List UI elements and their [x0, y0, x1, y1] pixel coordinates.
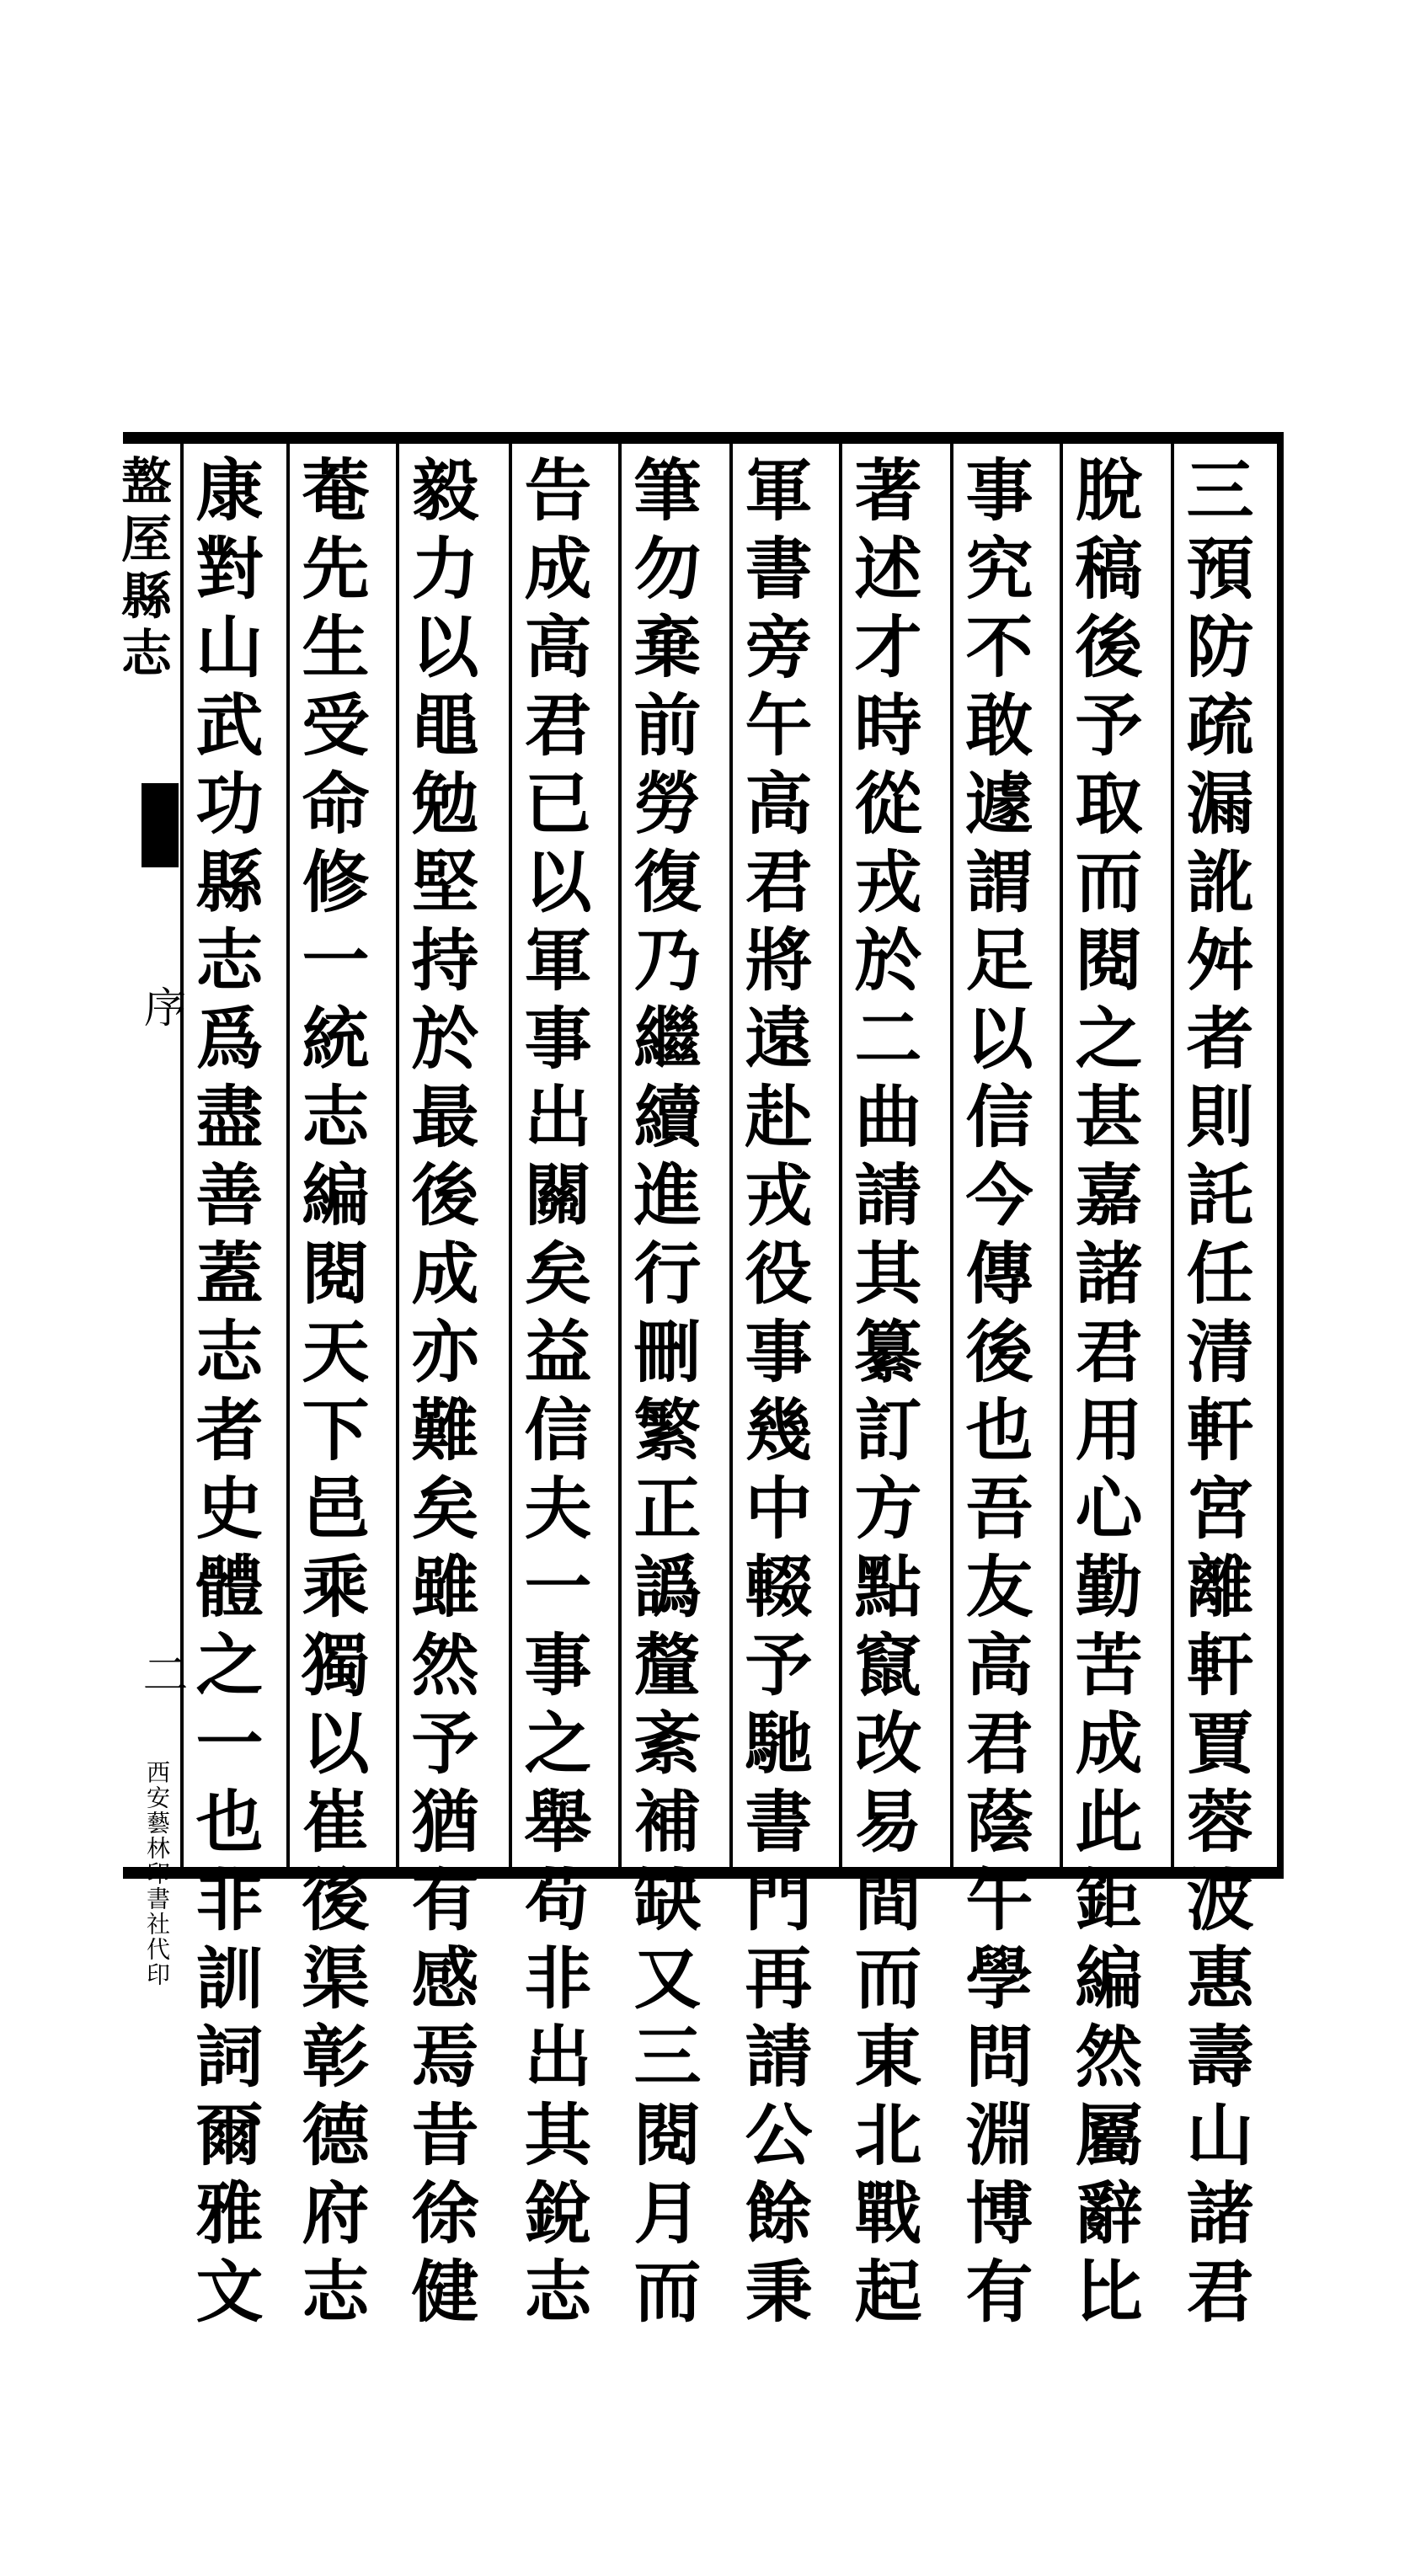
- text-column-8: 毅力以黽勉堅持於最後成亦難矣雖然予猶有感焉昔徐健: [400, 455, 479, 2334]
- section-label: 序: [137, 985, 186, 1027]
- column-divider: [1060, 438, 1063, 1873]
- book-title: 盩厔縣志: [113, 455, 172, 684]
- text-column-2: 脫稿後予取而閱之甚嘉諸君用心勤苦成此鉅編然屬辭比: [1064, 455, 1143, 2334]
- text-column-9: 菴先生受命修一統志編閱天下邑乘獨以崔後渠彰德府志: [291, 455, 370, 2334]
- column-divider: [509, 438, 512, 1873]
- text-column-4: 著述才時從戎於二曲請其纂訂方點竄改易間而東北戰起: [843, 455, 922, 2334]
- printer-credit: 西安藝林印書社代印: [143, 1760, 171, 1987]
- text-column-10: 康對山武功縣志爲盡善蓋志者史體之一也非訓詞爾雅文: [184, 455, 264, 2334]
- column-divider: [618, 438, 622, 1873]
- text-column-1: 三預防疏漏訛舛者則託任清軒宮離軒賈蓉波惠壽山諸君: [1175, 455, 1254, 2334]
- column-divider: [950, 438, 953, 1873]
- column-divider: [1171, 438, 1174, 1873]
- text-column-3: 事究不敢遽謂足以信今傳後也吾友高君蔭午學問淵博有: [954, 455, 1033, 2334]
- page-number: 二: [136, 1651, 189, 1696]
- column-divider: [729, 438, 733, 1873]
- text-column-6: 筆勿棄前勞復乃繼續進行刪繁正譌釐紊補缺又三閱月而: [622, 455, 702, 2334]
- column-divider: [839, 438, 842, 1873]
- column-divider: [396, 438, 399, 1873]
- text-column-5: 軍書旁午高君將遠赴戎役事幾中輟予馳書門再請公餘秉: [734, 455, 813, 2334]
- column-divider: [286, 438, 290, 1873]
- text-column-7: 告成高君已以軍事出關矣益信夫一事之舉苟非出其銳志: [513, 455, 592, 2334]
- fishtail-mark: [142, 783, 179, 867]
- page-gutter: [113, 446, 189, 1987]
